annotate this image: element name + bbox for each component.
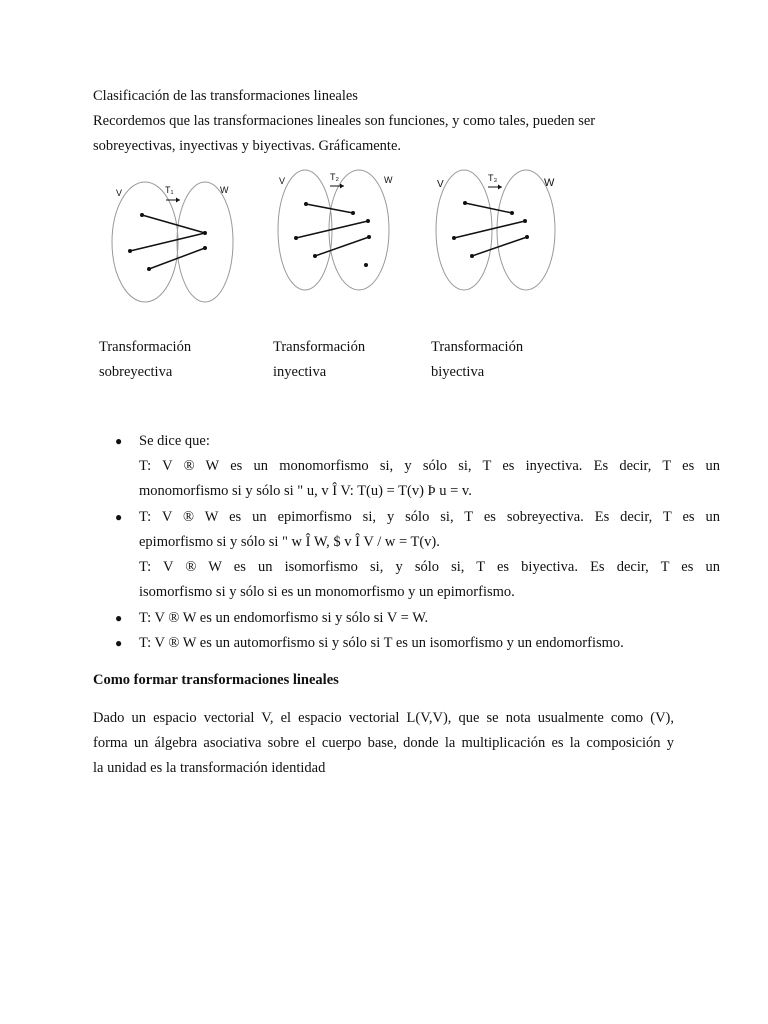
arrow-head-icon <box>498 185 502 190</box>
set-w-label: W <box>220 185 229 195</box>
isomorphism-line-1: T: V ® W es un isomorfismo si, y sólo si, T es biyectiva. Es decir, T es un <box>139 559 720 575</box>
paragraph-line-1: Dado un espacio vectorial V, el espacio vectorial L(V,V), que se nota usualmente como (V), <box>93 710 674 726</box>
monomorphism-line-2: monomorfismo si y sólo si " u, v Î V: T(u) = T(v) Þ u = v. <box>139 483 472 499</box>
isomorphism-line-2: isomorfismo si y sólo si es un monomorfismo y un epimorfismo. <box>139 584 515 600</box>
set-w-label: W <box>544 177 555 189</box>
mapping-line <box>454 221 525 238</box>
point <box>147 267 151 271</box>
point <box>366 219 370 223</box>
paragraph-line-2: forma un álgebra asociativa sobre el cuerpo base, donde la multiplicación es la composición y <box>93 735 674 751</box>
point <box>203 246 207 250</box>
point <box>294 236 298 240</box>
intro-line-1: Recordemos que las transformaciones lineales son funciones, y como tales, pueden ser <box>93 113 596 129</box>
mapping-line <box>315 237 369 256</box>
diagram-surjective <box>112 182 233 302</box>
bullet-1-text: Se dice que: <box>139 433 210 449</box>
diagram-bijective <box>436 170 555 290</box>
set-v-label: V <box>437 179 444 190</box>
transform-label: T₂ <box>330 172 339 182</box>
mapping-line <box>130 233 205 251</box>
arrow-head-icon <box>176 198 180 203</box>
caption-surjective-1: Transformación <box>99 339 192 355</box>
bullet-icon: ● <box>115 611 123 625</box>
bullet-icon: ● <box>115 434 123 448</box>
point <box>463 201 467 205</box>
transformation-diagrams <box>0 0 768 320</box>
caption-injective-1: Transformación <box>273 339 366 355</box>
point <box>351 211 355 215</box>
section-heading: Como formar transformaciones lineales <box>93 672 339 688</box>
set-v-label: V <box>116 188 123 198</box>
set-v-label: V <box>279 176 286 186</box>
endomorphism-text: T: V ® W es un endomorfismo si y sólo si V = W. <box>139 610 429 626</box>
point <box>364 263 368 267</box>
point <box>304 202 308 206</box>
point <box>203 231 207 235</box>
automorphism-text: T: V ® W es un automorfismo si y sólo si T es un isomorfismo y un endomorfismo. <box>139 635 624 651</box>
mapping-line <box>142 215 205 233</box>
set-v-ellipse <box>436 170 492 290</box>
caption-bijective-1: Transformación <box>431 339 524 355</box>
bullet-icon: ● <box>115 636 123 650</box>
point <box>525 235 529 239</box>
epimorphism-line-1: T: V ® W es un epimorfismo si, y sólo si, T es sobreyectiva. Es decir, T es un <box>139 509 720 525</box>
transform-label: T₃ <box>488 173 498 183</box>
point <box>523 219 527 223</box>
paragraph-line-3: la unidad es la transformación identidad <box>93 760 326 776</box>
monomorphism-line-1: T: V ® W es un monomorfismo si, y sólo si, T es inyectiva. Es decir, T es un <box>139 458 720 474</box>
point <box>367 235 371 239</box>
caption-surjective-2: sobreyectiva <box>99 364 173 380</box>
set-w-label: W <box>384 175 393 185</box>
point <box>470 254 474 258</box>
bullet-icon: ● <box>115 510 123 524</box>
page-title: Clasificación de las transformaciones lineales <box>93 88 358 104</box>
arrow-head-icon <box>340 184 344 189</box>
transform-label: T₁ <box>165 185 174 195</box>
diagram-injective <box>278 170 393 290</box>
intro-line-2: sobreyectivas, inyectivas y biyectivas. Gráficamente. <box>93 138 402 154</box>
set-w-ellipse <box>329 170 389 290</box>
point <box>313 254 317 258</box>
point <box>452 236 456 240</box>
set-v-ellipse <box>278 170 332 290</box>
caption-bijective-2: biyectiva <box>431 364 485 380</box>
mapping-line <box>465 203 512 213</box>
point <box>140 213 144 217</box>
epimorphism-line-2: epimorfismo si y sólo si " w Î W, $ v Î V / w = T(v). <box>139 534 440 550</box>
point <box>510 211 514 215</box>
set-w-ellipse <box>177 182 233 302</box>
caption-injective-2: inyectiva <box>273 364 327 380</box>
point <box>128 249 132 253</box>
